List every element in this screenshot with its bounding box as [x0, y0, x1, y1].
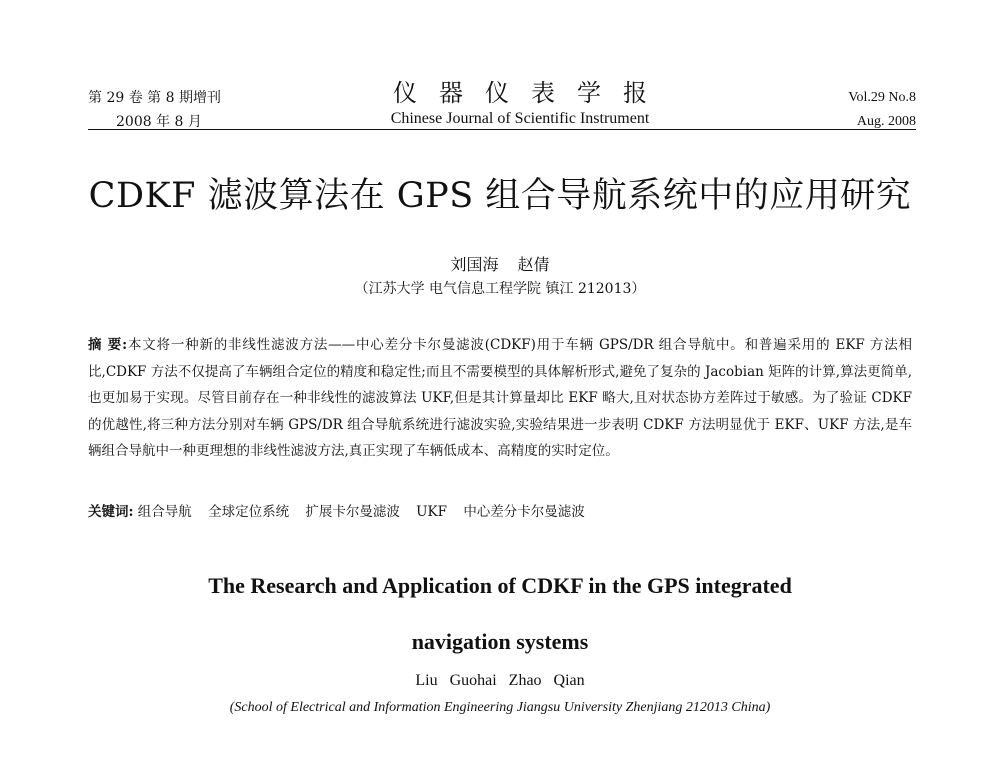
authors-cn: 刘国海 赵倩 — [450, 255, 550, 274]
affiliation-cn: （江苏大学 电气信息工程学院 镇江 212013） — [354, 281, 646, 297]
paper-title-en — [0, 558, 1000, 670]
header-volume-issue: 第 29 卷 第 8 期增刊 — [88, 90, 221, 106]
journal-name-cn: 仪器仪表学报 — [393, 79, 669, 107]
header-volume-info — [88, 86, 221, 134]
keyword-item: 扩展卡尔曼滤波 — [305, 504, 400, 520]
paper-title-en-line2: navigation systems — [411, 629, 589, 654]
header-volume-info-en — [848, 86, 916, 134]
header-journal-name — [370, 78, 670, 130]
abstract-label: 摘 要: — [88, 337, 128, 353]
affiliation-en: (School of Electrical and Information Engineering Jiangsu University Zhenjiang 212013 China) — [229, 700, 771, 715]
paper-title-en-line1: The Research and Application of CDKF in the GPS integrated — [208, 573, 792, 598]
keyword-item: 组合导航 — [137, 504, 192, 520]
header-date-cn: 2008 年 8 月 — [116, 114, 202, 130]
paper-title-cn: CDKF 滤波算法在 GPS 组合导航系统中的应用研究 — [88, 176, 912, 216]
header-date-en: Aug. 2008 — [856, 114, 916, 129]
keywords-cn — [88, 500, 912, 524]
header-vol-no: Vol.29 No.8 — [848, 90, 916, 105]
header-divider — [88, 129, 916, 130]
journal-name-en: Chinese Journal of Scientific Instrument — [390, 110, 650, 127]
authors-en: Liu Guohai Zhao Qian — [415, 672, 585, 689]
keyword-item: 中心差分卡尔曼滤波 — [463, 504, 585, 520]
keyword-item: UKF — [416, 504, 448, 520]
keywords-label: 关键词: — [88, 504, 134, 520]
abstract-text: 本文将一种新的非线性滤波方法——中心差分卡尔曼滤波(CDKF)用于车辆 GPS/DR 组合导航中。和普遍采用的 EKF 方法相比,CDKF 方法不仅提高了车辆组合定位的精度和稳定性;而且不需要模型的具体解析形式,避免了复杂的 Jacobian 矩阵的计算,算法更简单,也更加易于实现。尽管目前存在一种非线性的滤波算法 UKF,但是其计算量却比 EKF 略大,且对状态协方差阵过于敏感。为了验证 CDKF 的优越性,将三种方法分别对车辆 GPS/DR 组合导航系统进行滤波实验,实验结果进一步表明 CDKF 方法明显优于 EKF、UKF 方法,是车辆组合导航中一种更理想的非线性滤波方法,真正实现了车辆低成本、高精度的实时定位。 — [88, 337, 913, 459]
keyword-item: 全球定位系统 — [208, 504, 290, 520]
abstract-cn — [88, 332, 912, 465]
